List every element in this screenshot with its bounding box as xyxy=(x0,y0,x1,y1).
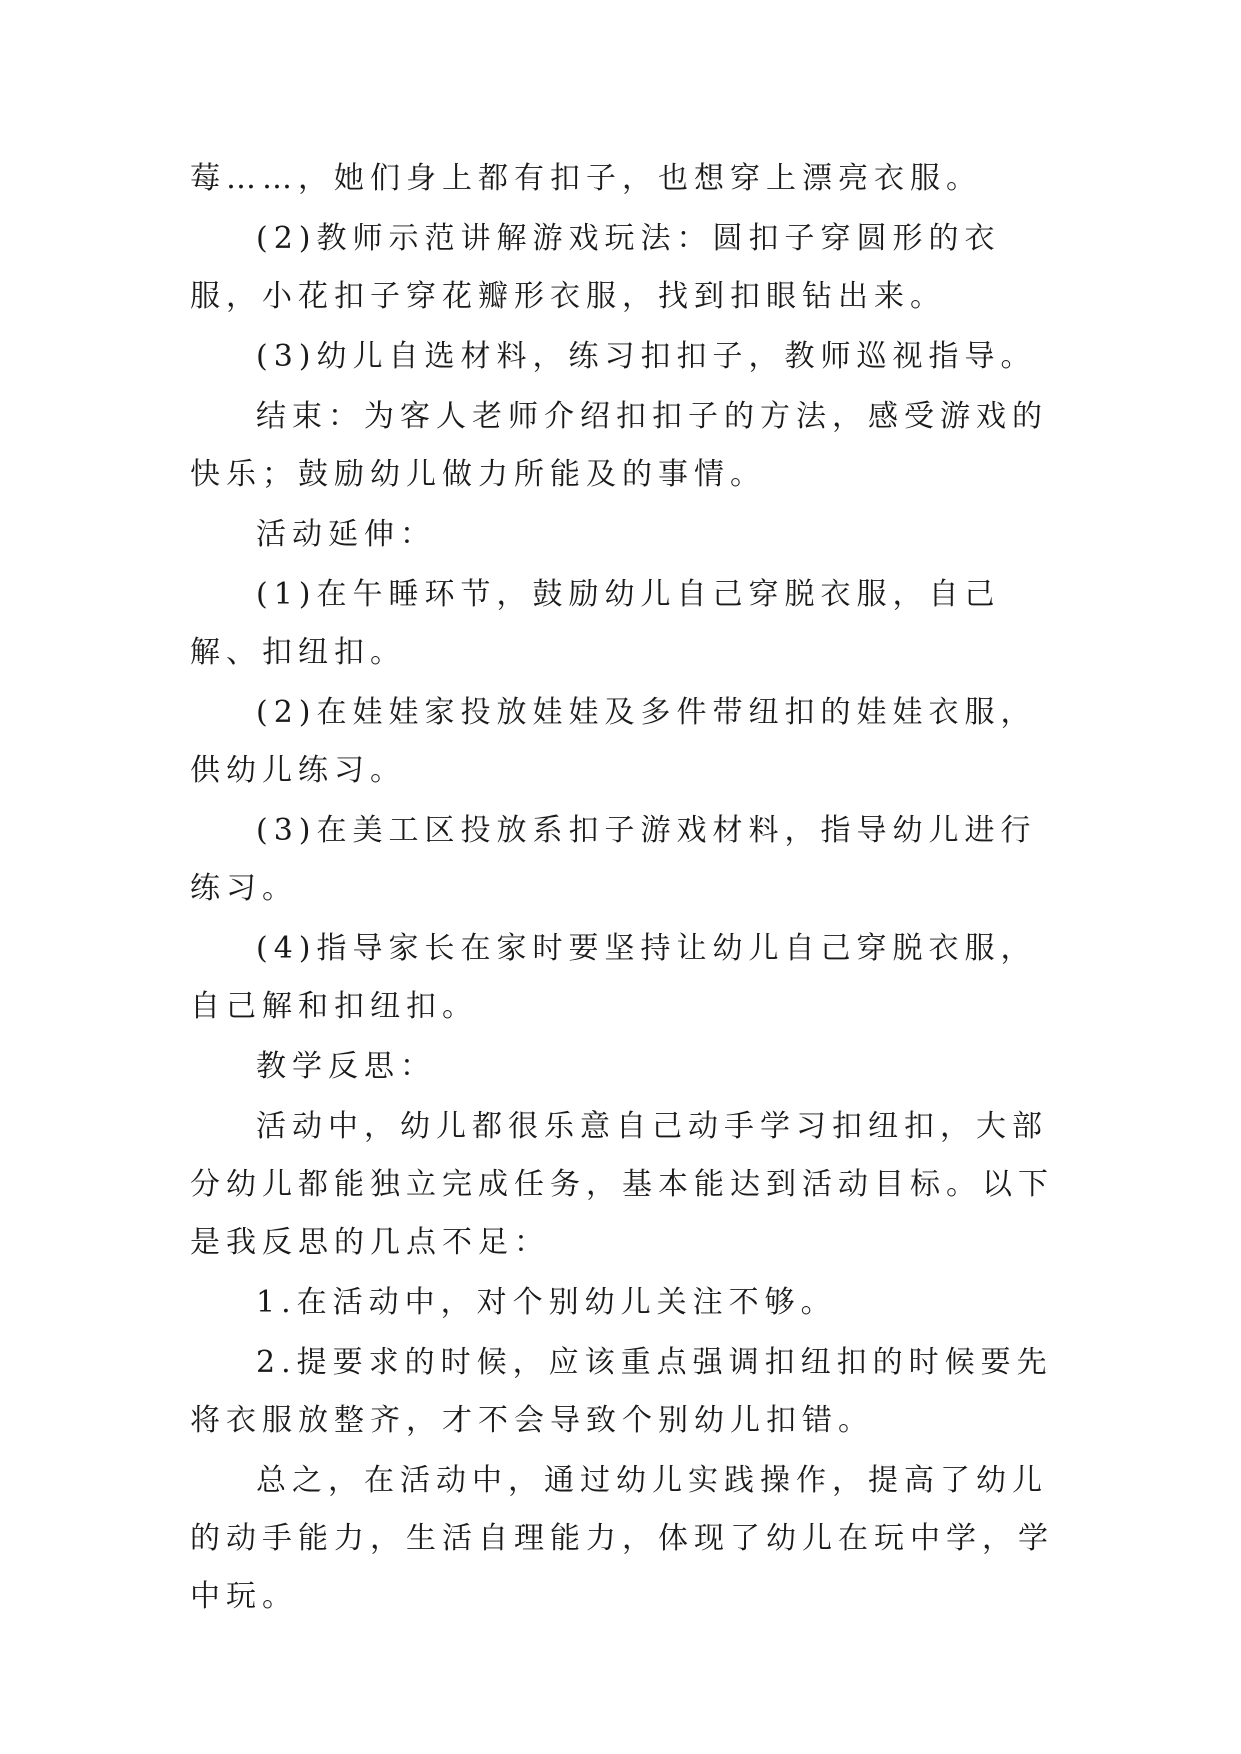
paragraph-reflection-point-2: 2.提要求的时候，应该重点强调扣纽扣的时候要先将衣服放整齐，才不会导致个别幼儿扣错。 xyxy=(190,1345,1053,1438)
paragraph-step-2: (2)教师示范讲解游戏玩法：圆扣子穿圆形的衣服，小花扣子穿花瓣形衣服，找到扣眼钻出来。 xyxy=(190,221,1001,314)
paragraph-extension-1: (1)在午睡环节，鼓励幼儿自己穿脱衣服，自己解、扣纽扣。 xyxy=(190,577,1001,670)
paragraph-extension-4: (4)指导家长在家时要坚持让幼儿自己穿脱衣服，自己解和扣纽扣。 xyxy=(190,931,1037,1024)
paragraph-extension-3: (3)在美工区投放系扣子游戏材料，指导幼儿进行练习。 xyxy=(190,813,1037,906)
paragraph-continuation: 莓……，她们身上都有扣子，也想穿上漂亮衣服。 xyxy=(190,161,982,196)
paragraph-summary: 总之，在活动中，通过幼儿实践操作，提高了幼儿的动手能力，生活自理能力，体现了幼儿在玩中学，学中玩。 xyxy=(190,1463,1054,1614)
paragraph-reflection-intro: 活动中，幼儿都很乐意自己动手学习扣纽扣，大部分幼儿都能独立完成任务，基本能达到活动目标。以下是我反思的几点不足： xyxy=(190,1109,1054,1260)
paragraph-reflection-point-1: 1.在活动中，对个别幼儿关注不够。 xyxy=(256,1285,837,1320)
heading-activity-extension: 活动延伸： xyxy=(256,517,436,552)
document-page xyxy=(190,150,1060,1628)
paragraph-step-3: (3)幼儿自选材料，练习扣扣子，教师巡视指导。 xyxy=(256,339,1037,374)
heading-teaching-reflection: 教学反思： xyxy=(256,1049,436,1084)
paragraph-extension-2: (2)在娃娃家投放娃娃及多件带纽扣的娃娃衣服，供幼儿练习。 xyxy=(190,695,1037,788)
paragraph-ending: 结束：为客人老师介绍扣扣子的方法，感受游戏的快乐；鼓励幼儿做力所能及的事情。 xyxy=(190,399,1048,492)
